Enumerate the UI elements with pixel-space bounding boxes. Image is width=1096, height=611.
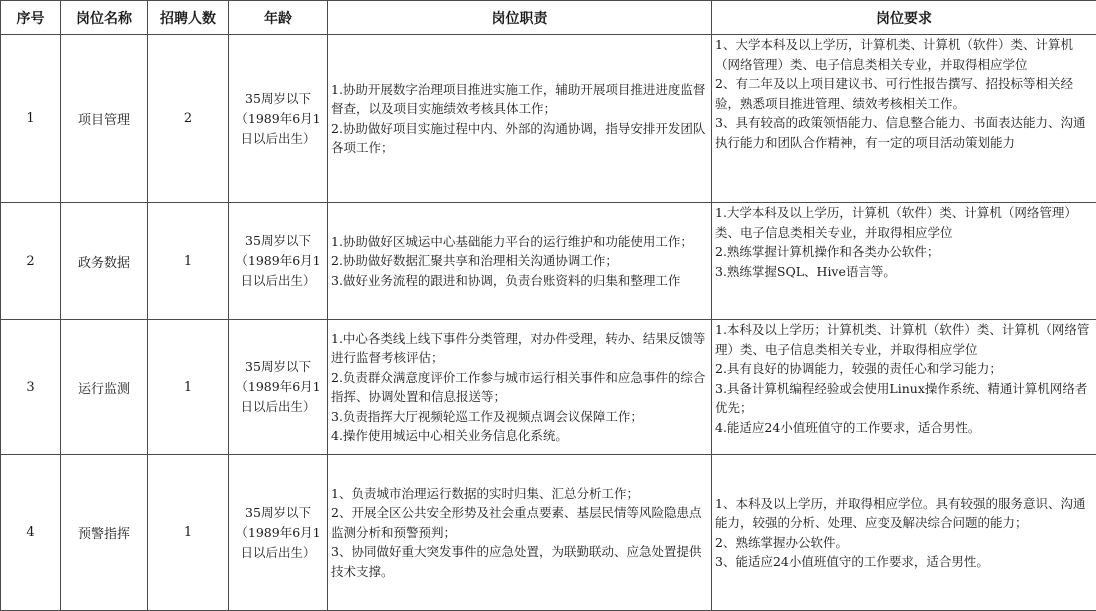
duty-item: 1.中心各类线上线下事件分类管理，对办件受理，转办、结果反馈等进行监督考核评估； xyxy=(331,329,708,368)
age-line: 日以后出生） xyxy=(232,397,324,417)
row-count: 1 xyxy=(148,455,229,611)
row-requirements xyxy=(712,320,1096,455)
row-count: 1 xyxy=(148,320,229,455)
header-requirements: 岗位要求 xyxy=(712,1,1096,35)
duty-item: 3、协同做好重大突发事件的应急处置，为联勤联动、应急处置提供技术支撑。 xyxy=(331,542,708,581)
duty-item: 1.协助做好区城运中心基础能力平台的运行维护和功能使用工作； xyxy=(331,232,708,252)
row-no: 2 xyxy=(1,203,61,320)
row-duties xyxy=(328,35,712,203)
age-line: （1989年6月1 xyxy=(232,109,324,129)
requirement-item: 4.能适应24小值班值守的工作要求，适合男性。 xyxy=(715,418,1093,438)
age-line: 35周岁以下 xyxy=(232,357,324,377)
header-count: 招聘人数 xyxy=(148,1,229,35)
row-no: 3 xyxy=(1,320,61,455)
row-count: 1 xyxy=(148,203,229,320)
age-line: （1989年6月1 xyxy=(232,523,324,543)
row-requirements xyxy=(712,203,1096,320)
age-line: 日以后出生） xyxy=(232,543,324,563)
age-line: 35周岁以下 xyxy=(232,503,324,523)
requirement-item: 2.具有良好的协调能力，较强的责任心和学习能力； xyxy=(715,359,1093,379)
header-row xyxy=(1,1,1096,35)
row-position: 预警指挥 xyxy=(61,455,148,611)
age-line: 35周岁以下 xyxy=(232,89,324,109)
requirement-item: 3、能适应24小值班值守的工作要求，适合男性。 xyxy=(715,552,1093,572)
duty-item: 3.负责指挥大厅视频轮巡工作及视频点调会议保障工作； xyxy=(331,407,708,427)
age-line: 35周岁以下 xyxy=(232,231,324,251)
requirement-item: 1.本科及以上学历；计算机类、计算机（软件）类、计算机（网络管理）类、电子信息类相关专业，并取得相应学位 xyxy=(715,320,1093,359)
requirement-item: 3.熟练掌握SQL、Hive语言等。 xyxy=(715,262,1093,282)
requirement-item: 2、有二年及以上项目建议书、可行性报告撰写、招投标等相关经验，熟悉项目推进管理、绩效考核相关工作。 xyxy=(715,74,1093,113)
duty-item: 2.协助做好数据汇聚共享和治理相关沟通协调工作； xyxy=(331,251,708,271)
table-row xyxy=(1,455,1096,611)
row-duties xyxy=(328,455,712,611)
row-position: 项目管理 xyxy=(61,35,148,203)
row-age xyxy=(229,35,328,203)
duty-item: 3.做好业务流程的跟进和协调，负责台账资料的归集和整理工作 xyxy=(331,271,708,291)
requirement-item: 2.熟练掌握计算机操作和各类办公软件； xyxy=(715,242,1093,262)
row-position: 政务数据 xyxy=(61,203,148,320)
row-requirements xyxy=(712,35,1096,203)
duty-item: 2.负责群众满意度评价工作参与城市运行相关事件和应急事件的综合指挥、协调处置和信息报送等； xyxy=(331,368,708,407)
header-age: 年龄 xyxy=(229,1,328,35)
row-no: 1 xyxy=(1,35,61,203)
row-count: 2 xyxy=(148,35,229,203)
row-age xyxy=(229,320,328,455)
table-row xyxy=(1,320,1096,455)
header-position: 岗位名称 xyxy=(61,1,148,35)
row-position: 运行监测 xyxy=(61,320,148,455)
requirement-item: 2、熟练掌握办公软件。 xyxy=(715,533,1093,553)
table-row xyxy=(1,35,1096,203)
age-line: 日以后出生） xyxy=(232,271,324,291)
requirement-item: 3、具有较高的政策领悟能力、信息整合能力、书面表达能力、沟通执行能力和团队合作精神，有一定的项目活动策划能力 xyxy=(715,113,1093,152)
requirement-item: 1.大学本科及以上学历，计算机（软件）类、计算机（网络管理）类、电子信息类相关专业，并取得相应学位 xyxy=(715,203,1093,242)
row-age xyxy=(229,455,328,611)
duty-item: 2、开展全区公共安全形势及社会重点要素、基层民情等风险隐患点监测分析和预警预判； xyxy=(331,503,708,542)
row-duties xyxy=(328,203,712,320)
requirement-item: 3.具备计算机编程经验或会使用Linux操作系统、精通计算机网络者优先； xyxy=(715,379,1093,418)
duty-item: 4.操作使用城运中心相关业务信息化系统。 xyxy=(331,426,708,446)
requirement-item: 1、本科及以上学历，并取得相应学位。具有较强的服务意识、沟通能力，较强的分析、处理、应变及解决综合问题的能力； xyxy=(715,494,1093,533)
duty-item: 1.协助开展数字治理项目推进实施工作，辅助开展项目推进进度监督督查，以及项目实施绩效考核具体工作； xyxy=(331,80,708,119)
header-no: 序号 xyxy=(1,1,61,35)
row-no: 4 xyxy=(1,455,61,611)
row-requirements xyxy=(712,455,1096,611)
row-age xyxy=(229,203,328,320)
age-line: 日以后出生） xyxy=(232,129,324,149)
age-line: （1989年6月1 xyxy=(232,377,324,397)
duty-item: 1、负责城市治理运行数据的实时归集、汇总分析工作； xyxy=(331,484,708,504)
table-row xyxy=(1,203,1096,320)
header-duties: 岗位职责 xyxy=(328,1,712,35)
requirement-item: 1、大学本科及以上学历，计算机类、计算机（软件）类、计算机（网络管理）类、电子信息类相关专业，并取得相应学位 xyxy=(715,35,1093,74)
age-line: （1989年6月1 xyxy=(232,251,324,271)
row-duties xyxy=(328,320,712,455)
duty-item: 2.协助做好项目实施过程中内、外部的沟通协调，指导安排开发团队各项工作； xyxy=(331,119,708,158)
